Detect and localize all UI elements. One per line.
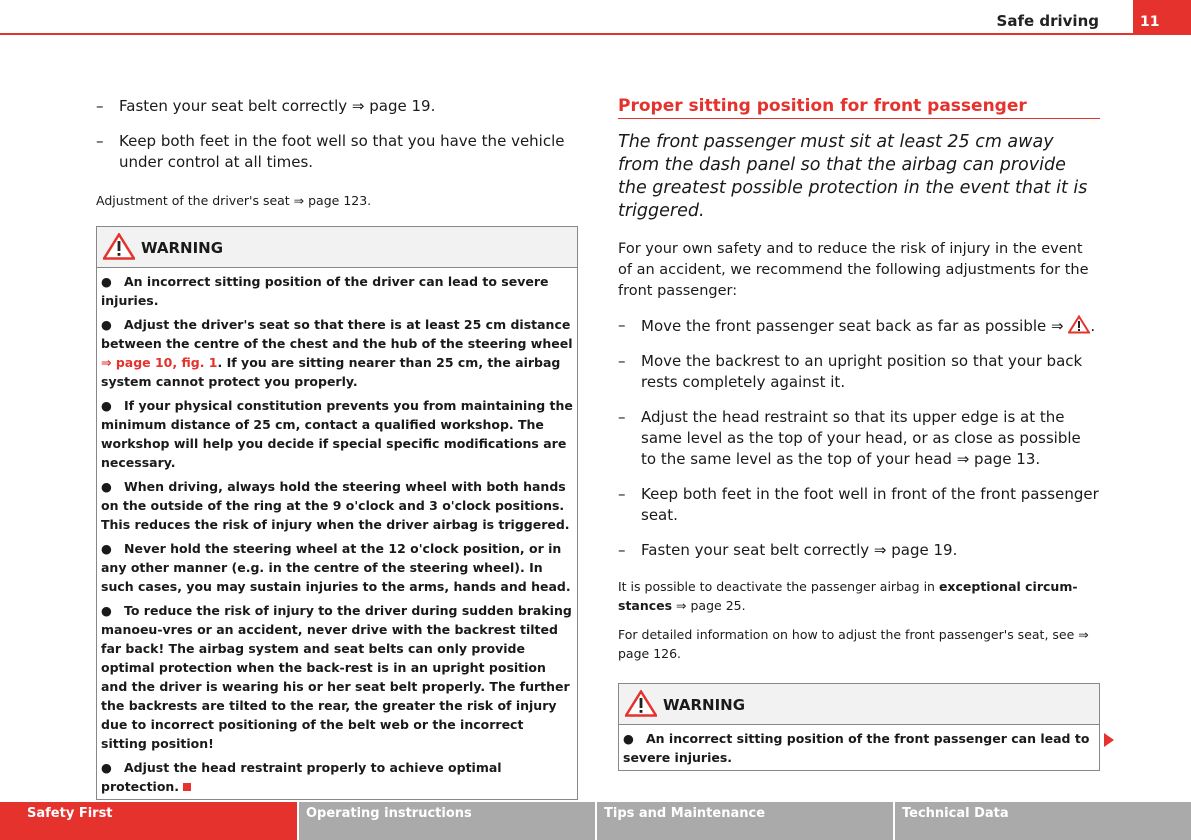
warning-bullet: ● Adjust the driver's seat so that there is at least 25 cm distance between the centre of the chest and the hub of the steering wheel ⇒ page 10, fig. 1. If you are sitting nearer than 25 cm, the airbag system cannot protect you properly.	[101, 317, 573, 389]
list-item: – Keep both feet in the foot well in front of the front passenger seat.	[618, 484, 1100, 526]
warning-title: WARNING	[663, 696, 746, 714]
footer-nav	[0, 802, 1191, 840]
tab-technical-data[interactable]: Technical Data	[902, 806, 1009, 821]
tab-tips-and-maintenance[interactable]: Tips and Maintenance	[604, 806, 766, 821]
list-item: – Move the front passenger seat back as far as possible ⇒ .	[618, 315, 1100, 337]
right-column	[618, 96, 1100, 771]
warning-body	[97, 268, 577, 799]
warning-bullet: ● An incorrect sitting position of the driver can lead to severe injuries.	[101, 274, 549, 308]
warning-bullet: ● Never hold the steering wheel at the 12 o'clock position, or in any other manner (e.g. in the centre of the steering wheel). In such cases, you may sustain injuries to the arms, hands and head.	[101, 541, 571, 594]
body-paragraph: For your own safety and to reduce the risk of injury in the event of an accident, we recommend the following adjustments for the front passenger:	[618, 241, 1089, 299]
warning-header	[619, 684, 1099, 725]
intro-text: The front passenger must sit at least 25 cm away from the dash panel so that the airbag can provide the greatest possible protection in the event that it is triggered.	[618, 132, 1088, 221]
warning-header	[97, 227, 577, 268]
passenger-warning-box	[618, 683, 1100, 771]
seat-detail-note: For detailed information on how to adjust the front passenger's seat, see ⇒ page 126.	[618, 627, 1089, 661]
left-column	[96, 96, 578, 800]
end-square-icon	[183, 783, 191, 791]
warning-bullet: ● Adjust the head restraint properly to achieve optimal protection.	[101, 760, 502, 794]
warning-bullet: ● To reduce the risk of injury to the driver during sudden braking manoeu-vres or an accident, never drive with the backrest tilted far back! The airbag system and seat belts can only provide optimal protection when the back-rest is in an upright position and the driver is wearing his or her seat belt properly. The further the backrests are tilted to the rear, the greater the risk of injury due to incorrect positioning of the belt web or the incorrect sitting position!	[101, 603, 572, 751]
tab-operating-instructions[interactable]: Operating instructions	[306, 806, 472, 821]
warning-bullet: ● When driving, always hold the steering wheel with both hands on the outside of the ring at the 9 o'clock and 3 o'clock positions. This reduces the risk of injury when the driver airbag is triggered.	[101, 479, 570, 532]
warning-title: WARNING	[141, 239, 224, 257]
section-title: Proper sitting position for front passenger	[618, 96, 1100, 119]
header-rule	[0, 33, 1191, 35]
next-page-arrow-icon[interactable]	[1104, 733, 1114, 747]
warning-body	[619, 725, 1099, 770]
list-item: – Fasten your seat belt correctly ⇒ page 19.	[96, 96, 578, 117]
warning-bullet: ● An incorrect sitting position of the front passenger can lead to severe injuries.	[623, 731, 1090, 765]
warning-triangle-icon	[625, 690, 657, 721]
list-item: – Keep both feet in the foot well so that you have the vehicle under control at all times.	[96, 131, 578, 173]
tab-safety-first[interactable]: Safety First	[0, 802, 297, 840]
list-item: – Move the backrest to an upright position so that your back rests completely against it.	[618, 351, 1100, 393]
airbag-note: It is possible to deactivate the passenger airbag in exceptional circum-stances ⇒ page 25.	[618, 579, 1078, 613]
page-number: 11	[1133, 0, 1191, 35]
warning-bullet: ● If your physical constitution prevents you from maintaining the minimum distance of 25 cm, contact a qualified workshop. The workshop will help you decide if special specific modifications are necessary.	[101, 398, 573, 470]
page-reference-link[interactable]: ⇒ page 10, fig. 1	[101, 355, 218, 370]
driver-warning-box	[96, 226, 578, 800]
list-item: – Adjust the head restraint so that its upper edge is at the same level as the top of your head, or as close as possible to the same level as the top of your head ⇒ page 13.	[618, 407, 1100, 470]
warning-triangle-icon	[1068, 317, 1090, 335]
list-item: – Fasten your seat belt correctly ⇒ page 19.	[618, 540, 1100, 561]
seat-adjustment-note: Adjustment of the driver's seat ⇒ page 123.	[96, 193, 372, 208]
warning-triangle-icon	[103, 233, 135, 264]
page-title: Safe driving	[996, 12, 1099, 30]
